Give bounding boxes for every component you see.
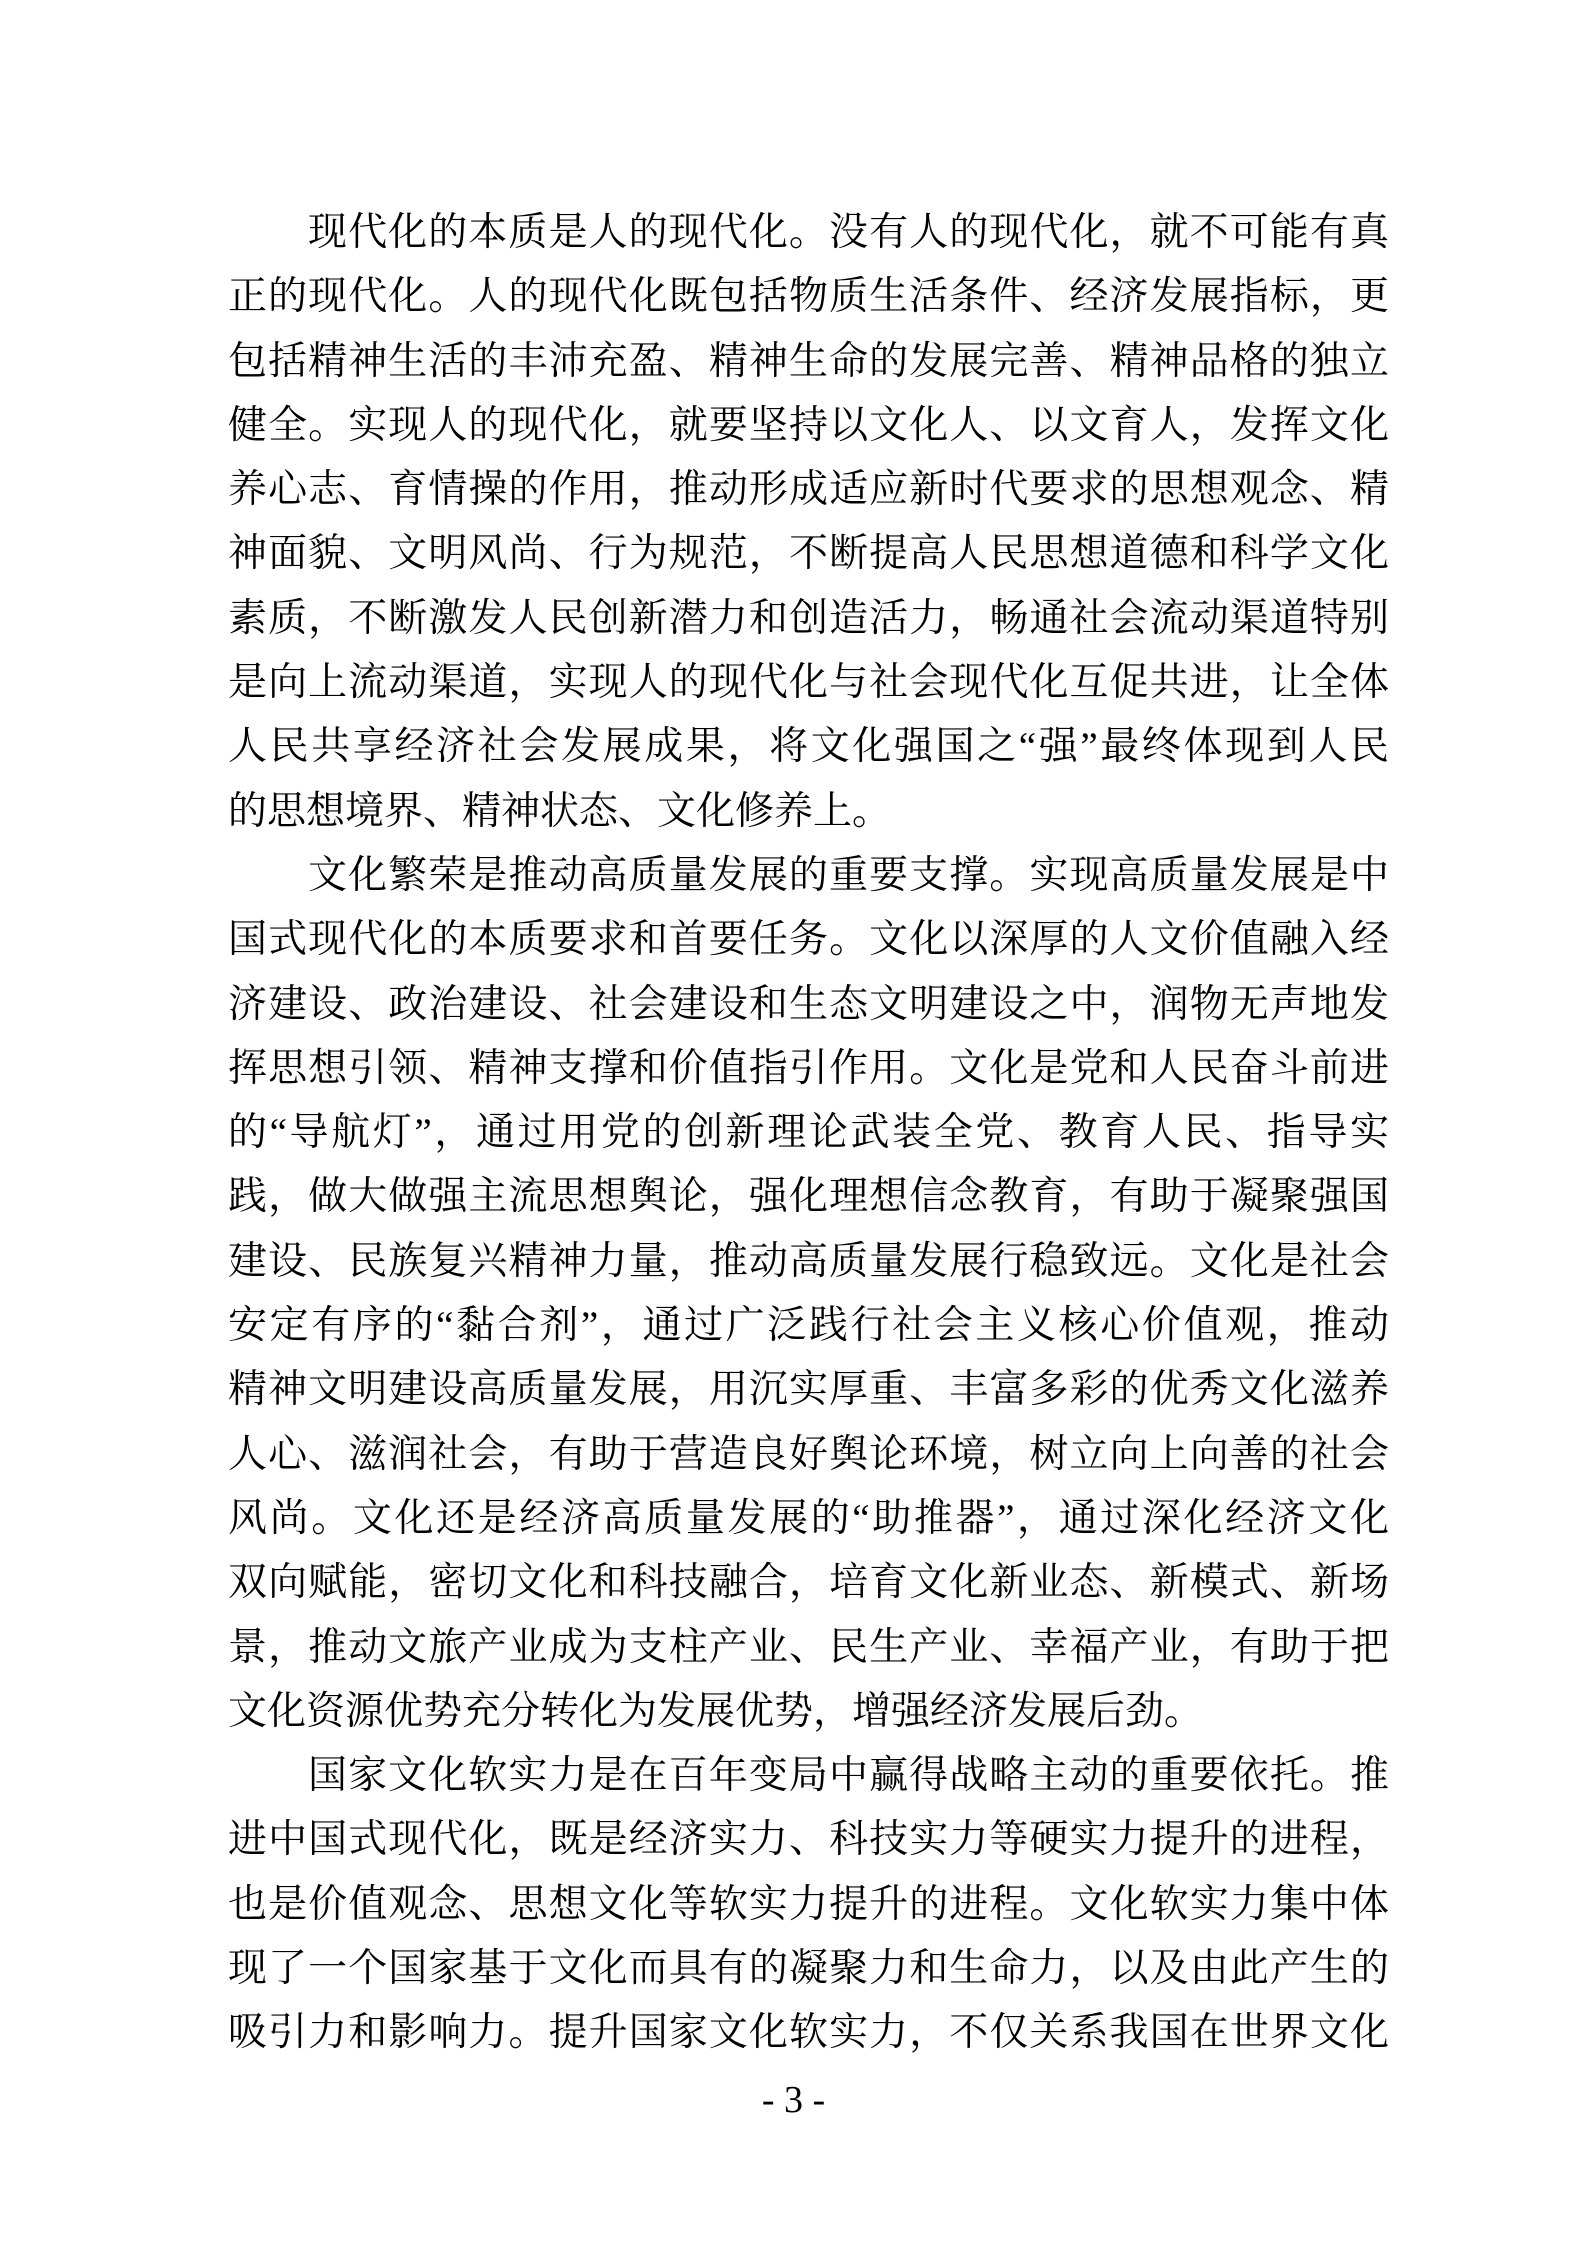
text-block (228, 201, 1389, 2066)
text-line: 挥思想引领、精神支撑和价值指引作用。文化是党和人民奋斗前进 (228, 1046, 1389, 1090)
text-line: 济建设、政治建设、社会建设和生态文明建设之中，润物无声地发 (228, 982, 1389, 1026)
text-line: 也是价值观念、思想文化等软实力提升的进程。文化软实力集中体 (228, 1882, 1389, 1926)
text-line: 国家文化软实力是在百年变局中赢得战略主动的重要依托。推 (308, 1754, 1389, 1798)
text-line: 精神文明建设高质量发展，用沉实厚重、丰富多彩的优秀文化滋养 (228, 1368, 1389, 1412)
text-line: 是向上流动渠道，实现人的现代化与社会现代化互促共进，让全体 (228, 661, 1389, 705)
text-line: 现代化的本质是人的现代化。没有人的现代化，就不可能有真 (308, 211, 1389, 254)
text-line: 践，做大做强主流思想舆论，强化理想信念教育，有助于凝聚强国 (228, 1175, 1389, 1219)
text-line: 神面貌、文明风尚、行为规范，不断提高人民思想道德和科学文化 (228, 532, 1389, 576)
text-line: 景，推动文旅产业成为支柱产业、民生产业、幸福产业，有助于把 (228, 1625, 1389, 1669)
paragraph (228, 844, 1389, 1744)
text-line: 健全。实现人的现代化，就要坚持以文化人、以文育人，发挥文化 (228, 403, 1389, 447)
text-line: 文化繁荣是推动高质量发展的重要支撑。实现高质量发展是中 (308, 853, 1389, 897)
text-line: 双向赋能，密切文化和科技融合，培育文化新业态、新模式、新场 (228, 1561, 1389, 1605)
text-line: 的思想境界、精神状态、文化修养上。 (228, 789, 892, 833)
text-line: 进中国式现代化，既是经济实力、科技实力等硬实力提升的进程， (228, 1818, 1389, 1862)
text-line: 人心、滋润社会，有助于营造良好舆论环境，树立向上向善的社会 (228, 1432, 1389, 1476)
text-line: 正的现代化。人的现代化既包括物质生活条件、经济发展指标，更 (228, 275, 1389, 319)
text-line: 现了一个国家基于文化而具有的凝聚力和生命力，以及由此产生的 (228, 1947, 1389, 1991)
text-line: 素质，不断激发人民创新潜力和创造活力，畅通社会流动渠道特别 (228, 596, 1389, 640)
text-line: 建设、民族复兴精神力量，推动高质量发展行稳致远。文化是社会 (228, 1239, 1389, 1283)
text-line: 国式现代化的本质要求和首要任务。文化以深厚的人文价值融入经 (228, 918, 1389, 962)
text-line: 安定有序的“黏合剂”，通过广泛践行社会主义核心价值观，推动 (228, 1304, 1389, 1348)
paragraph (228, 201, 1389, 844)
page-number: - 3 - (761, 2079, 826, 2121)
text-line: 吸引力和影响力。提升国家文化软实力，不仅关系我国在世界文化 (228, 2011, 1389, 2055)
text-line: 文化资源优势充分转化为发展优势，增强经济发展后劲。 (228, 1689, 1204, 1733)
text-line: 的“导航灯”，通过用党的创新理论武装全党、教育人民、指导实 (228, 1111, 1389, 1155)
text-line: 包括精神生活的丰沛充盈、精神生命的发展完善、精神品格的独立 (228, 339, 1389, 383)
text-line: 人民共享经济社会发展成果，将文化强国之“强”最终体现到人民 (228, 725, 1389, 769)
paragraph (228, 1744, 1389, 2065)
text-line: 风尚。文化还是经济高质量发展的“助推器”，通过深化经济文化 (228, 1496, 1389, 1540)
text-line: 养心志、育情操的作用，推动形成适应新时代要求的思想观念、精 (228, 468, 1389, 512)
